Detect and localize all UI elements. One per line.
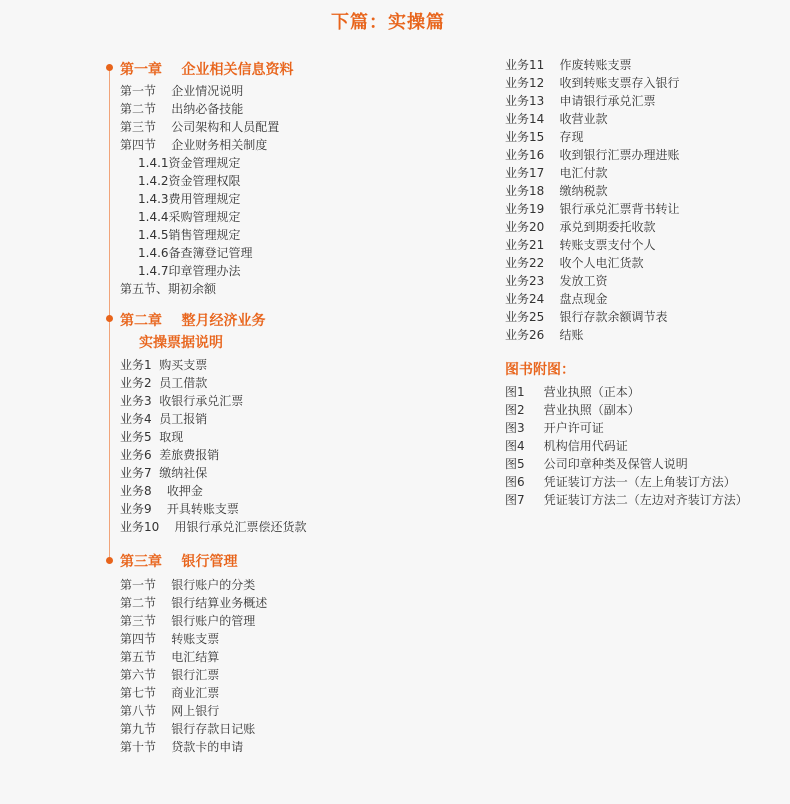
chapter2-subheading: 实操票据说明	[139, 335, 223, 351]
business-item: 业务25 银行存款余额调节表	[505, 310, 668, 324]
business-item: 业务7 缴纳社保	[120, 466, 208, 480]
business-item: 业务2 员工借款	[120, 376, 208, 390]
business-item: 业务9 开具转账支票	[120, 502, 239, 516]
business-item: 业务18 缴纳税款	[505, 184, 608, 198]
chapter2-heading: 第二章 整月经济业务	[120, 313, 266, 329]
chapter3-item: 第二节 银行结算业务概述	[120, 596, 268, 610]
figure-item: 图2 营业执照（副本）	[505, 403, 640, 417]
chapter1-item: 第三节 公司架构和人员配置	[120, 120, 280, 134]
business-item: 业务22 收个人电汇货款	[505, 256, 644, 270]
chapter1-item: 1.4.5销售管理规定	[138, 228, 241, 242]
business-item: 业务17 电汇付款	[505, 166, 608, 180]
chapter3-item: 第一节 银行账户的分类	[120, 578, 256, 592]
business-item: 业务10 用银行承兑汇票偿还货款	[120, 520, 307, 534]
business-item: 业务4 员工报销	[120, 412, 208, 426]
chapter3-item: 第四节 转账支票	[120, 632, 220, 646]
chapter3-item: 第七节 商业汇票	[120, 686, 220, 700]
timeline-dot	[106, 557, 113, 564]
chapter3-list	[120, 576, 267, 756]
figures-list	[505, 383, 748, 509]
business-item: 业务11 作废转账支票	[505, 58, 632, 72]
chapter1-item: 第二节 出纳必备技能	[120, 102, 244, 116]
chapter1-item: 1.4.1资金管理规定	[138, 156, 241, 170]
chapter3-heading: 第三章 银行管理	[120, 554, 238, 570]
chapter3-item: 第十节 贷款卡的申请	[120, 740, 244, 754]
chapter3-item: 第五节 电汇结算	[120, 650, 220, 664]
figure-item: 图3 开户许可证	[505, 421, 604, 435]
figure-item: 图6 凭证装订方法一（左上角装订方法）	[505, 475, 736, 489]
business-item: 业务6 差旅费报销	[120, 448, 220, 462]
business-item: 业务19 银行承兑汇票背书转让	[505, 202, 680, 216]
business-item: 业务24 盘点现金	[505, 292, 608, 306]
chapter3-item: 第三节 银行账户的管理	[120, 614, 256, 628]
timeline-dot	[106, 315, 113, 322]
chapter1-heading: 第一章 企业相关信息资料	[120, 62, 294, 78]
chapter1-list	[120, 82, 279, 298]
timeline-line	[109, 66, 110, 560]
chapter1-item: 1.4.3费用管理规定	[138, 192, 241, 206]
business-item: 业务21 转账支票支付个人	[505, 238, 656, 252]
figure-item: 图7 凭证装订方法二（左边对齐装订方法）	[505, 493, 748, 507]
chapter1-item: 第四节 企业财务相关制度	[120, 138, 268, 152]
business-item: 业务23 发放工资	[505, 274, 608, 288]
business-item: 业务5 取现	[120, 430, 184, 444]
chapter3-item: 第六节 银行汇票	[120, 668, 220, 682]
chapter1-item: 第一节 企业情况说明	[120, 84, 244, 98]
chapter1-item: 第五节、期初余额	[120, 282, 217, 296]
page-title: 下篇：实操篇	[331, 12, 445, 33]
chapter1-item: 1.4.4采购管理规定	[138, 210, 241, 224]
chapter2-list	[120, 356, 307, 536]
chapter1-item: 1.4.6备查簿登记管理	[138, 246, 253, 260]
figures-heading: 图书附图：	[505, 362, 575, 378]
chapter1-item: 1.4.7印章管理办法	[138, 264, 241, 278]
chapter3-item: 第八节 网上银行	[120, 704, 220, 718]
business-item: 业务12 收到转账支票存入银行	[505, 76, 680, 90]
business-item: 业务16 收到银行汇票办理进账	[505, 148, 680, 162]
timeline-dot	[106, 64, 113, 71]
business-item: 业务26 结账	[505, 328, 584, 342]
business-item: 业务13 申请银行承兑汇票	[505, 94, 656, 108]
business-item: 业务20 承兑到期委托收款	[505, 220, 656, 234]
chapter3-item: 第九节 银行存款日记账	[120, 722, 256, 736]
business-right-list	[505, 56, 680, 344]
business-item: 业务3 收银行承兑汇票	[120, 394, 244, 408]
business-item: 业务14 收营业款	[505, 112, 608, 126]
business-item: 业务15 存现	[505, 130, 584, 144]
business-item: 业务1 购买支票	[120, 358, 208, 372]
figure-item: 图1 营业执照（正本）	[505, 385, 640, 399]
business-item: 业务8 收押金	[120, 484, 203, 498]
figure-item: 图4 机构信用代码证	[505, 439, 628, 453]
figure-item: 图5 公司印章种类及保管人说明	[505, 457, 688, 471]
chapter1-item: 1.4.2资金管理权限	[138, 174, 241, 188]
